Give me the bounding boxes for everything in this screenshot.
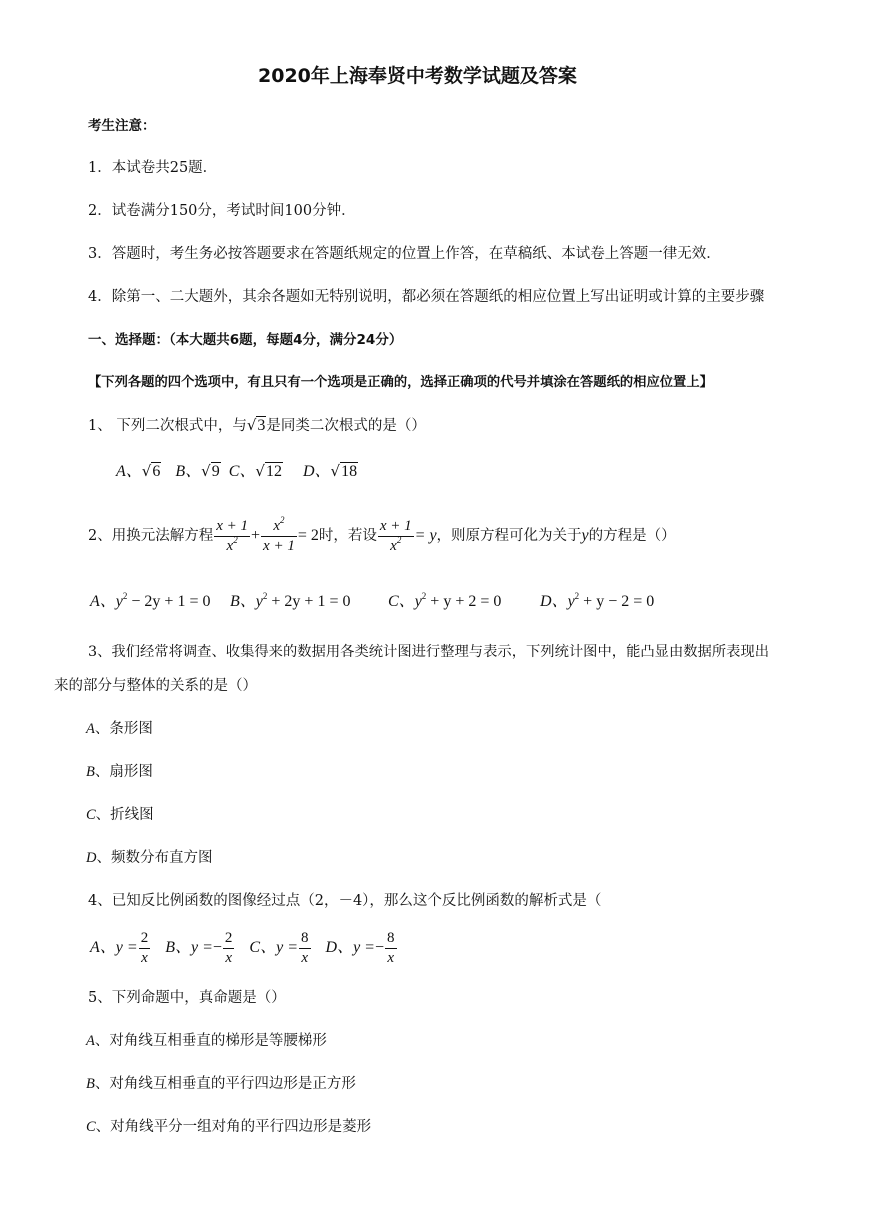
q1-radicand: 3 bbox=[257, 417, 266, 434]
section1-instruction: 【下列各题的四个选项中，有且只有一个选项是正确的，选择正确项的代号并填涂在答题纸的相应位置上】 bbox=[88, 375, 713, 390]
q2-fraction-1: $\frac{x + 1}{x^2}$ bbox=[216, 517, 249, 554]
q1-option-d: √18 bbox=[330, 462, 358, 480]
q1-stem-text-b: 是同类二次根式的是（） bbox=[266, 418, 426, 434]
note-3: 3．答题时，考生务必按答题要求在答题纸规定的位置上作答，在草稿纸、本试卷上答题一律无效． bbox=[88, 246, 721, 262]
q4-stem: 4、已知反比例函数的图像经过点（2，－4），那么这个反比例函数的解析式是（ bbox=[88, 893, 602, 909]
q1-options bbox=[116, 462, 358, 481]
notice-heading: 考生注意： bbox=[88, 118, 156, 134]
section1-heading: 一、选择题：（本大题共6题，每题4分，满分24分） bbox=[88, 332, 403, 348]
q2-plus: + bbox=[251, 527, 261, 544]
q5-option-b: B、对角线互相垂直的平行四边形是正方形 bbox=[86, 1076, 356, 1092]
q2-stem-text-d: 的方程是（） bbox=[588, 528, 676, 544]
q4-option-a-label: A、 bbox=[90, 939, 116, 956]
q3-stem-line1: 3、我们经常将调查、收集得来的数据用各类统计图进行整理与表示，下列统计图中，能凸显由数据所表现出 bbox=[88, 644, 770, 660]
q2-fraction-3: $\frac{x + 1}{x^2}$ bbox=[379, 517, 412, 554]
q4-option-d-fraction: $\frac{8}{x}$ bbox=[387, 929, 395, 966]
q1-stem-text-a: 1、 下列二次根式中，与 bbox=[88, 418, 247, 434]
q4-option-b-label: B、 bbox=[165, 939, 191, 956]
note-4: 4．除第一、二大题外，其余各题如无特别说明，都必须在答题纸的相应位置上写出证明或计算的主要步骤 bbox=[88, 289, 765, 305]
q2-option-a: A、$y^2 - 2y + 1 = 0$ bbox=[90, 591, 211, 610]
q4-options: A、y = $\frac{2}{x}$ B、y =− $\frac{2}{x}$ C、y = $\frac{8}{x}$ D、y =− $\frac{8}{x}$ bbox=[90, 929, 395, 966]
note-2: 2．试卷满分150分，考试时间100分钟． bbox=[88, 203, 356, 219]
q5-stem: 5、下列命题中，真命题是（） bbox=[88, 990, 286, 1006]
q2-stem-text-c: ，则原方程可化为关于 bbox=[436, 528, 582, 544]
q1-option-d-label: D、 bbox=[302, 463, 331, 480]
note-1: 1．本试卷共25题． bbox=[88, 160, 218, 176]
q1-stem bbox=[88, 416, 426, 435]
q2-eq-rhs: = 2 bbox=[297, 527, 319, 544]
q4-option-c-label: C、 bbox=[249, 939, 277, 956]
q2-option-d: D、$y^2 + y - 2 = 0$ bbox=[540, 591, 655, 610]
q2-stem-text-b: 时，若设 bbox=[318, 528, 377, 544]
q1-option-a: √6 bbox=[141, 462, 161, 480]
q1-option-b-label: B、 bbox=[175, 463, 202, 480]
q1-option-b: √9 bbox=[201, 462, 220, 480]
q3-option-c: C、折线图 bbox=[86, 807, 154, 823]
q3-option-d: D、频数分布直方图 bbox=[86, 850, 213, 866]
q4-option-b-fraction: $\frac{2}{x}$ bbox=[224, 929, 233, 966]
q3-stem-line2: 来的部分与整体的关系的是（） bbox=[54, 678, 257, 694]
q2-option-c: C、$y^2 + y + 2 = 0$ bbox=[388, 591, 502, 610]
q1-option-a-label: A、 bbox=[116, 463, 142, 480]
q2-stem-text-a: 2、用换元法解方程 bbox=[88, 528, 214, 544]
q1-option-c: √12 bbox=[255, 462, 282, 480]
q1-option-c-label: C、 bbox=[228, 463, 256, 480]
q2-eq-y: = y bbox=[414, 527, 437, 544]
q2-stem bbox=[88, 514, 676, 558]
q3-option-a: A、条形图 bbox=[86, 721, 153, 737]
q2-fraction-2: $\frac{x^2}{x + 1}$ bbox=[263, 514, 295, 554]
q5-option-a: A、对角线互相垂直的梯形是等腰梯形 bbox=[86, 1033, 327, 1049]
q4-option-a-fraction: $\frac{2}{x}$ bbox=[140, 929, 149, 966]
q3-option-b: B、扇形图 bbox=[86, 764, 153, 780]
q4-option-c-fraction: $\frac{8}{x}$ bbox=[301, 929, 309, 966]
q1-sqrt: √3 bbox=[246, 416, 266, 434]
q2-var-y: y bbox=[581, 527, 589, 544]
q2-option-b: B、$y^2 + 2y + 1 = 0$ bbox=[230, 591, 351, 610]
page-title: 2020年上海奉贤中考数学试题及答案 bbox=[258, 65, 577, 87]
q5-option-c: C、对角线平分一组对角的平行四边形是菱形 bbox=[86, 1119, 372, 1135]
q4-option-d-label: D、 bbox=[325, 939, 354, 956]
